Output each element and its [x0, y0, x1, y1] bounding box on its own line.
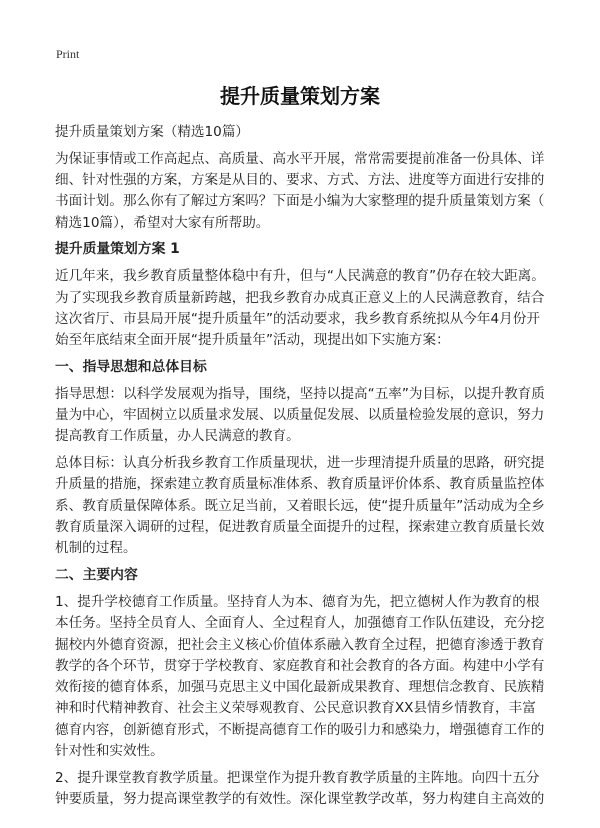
- text-line: 细、针对性强的方案，方案是从目的、要求、方式、方法、进度等方面进行安排的: [55, 172, 545, 189]
- text-line: 德育内容，创新德育形式，不断提高德育工作的吸引力和感染力，增强德育工作的: [55, 721, 545, 738]
- text-line: 指导思想：以科学发展观为指导，围绕，坚持以提高“五率”为目标，以提升教育质: [55, 385, 545, 402]
- text-line: 机制的过程。: [55, 540, 137, 557]
- page-title: 提升质量策划方案: [220, 84, 380, 108]
- print-link[interactable]: Print: [56, 47, 80, 61]
- text-line: 神和时代精神教育、社会主义荣辱观教育、公民意识教育XX县情乡情教育，丰富: [55, 700, 536, 717]
- text-line: 掘校内外德育资源，把社会主义核心价值体系融入教育全过程，把德育渗透于教育: [55, 636, 545, 653]
- text-line: 近几年来，我乡教育质量整体稳中有升，但与“人民满意的教育”仍存在较大距离。: [55, 268, 545, 285]
- text-line: 提高教育工作质量，办人民满意的教育。: [55, 428, 300, 445]
- paragraph: [55, 592, 555, 762]
- text-line: 2、提升课堂教育教学质量。把课堂作为提升教育教学质量的主阵地。向四十五分: [55, 769, 540, 786]
- paragraph: [55, 453, 555, 559]
- text-line: 总体目标：认真分析我乡教育工作质量现状，进一步理清提升质量的思路，研究提: [55, 455, 545, 472]
- text-line: 精选10篇），希望对大家有所帮助。: [55, 214, 270, 231]
- section-heading: [55, 565, 555, 586]
- section-heading: [55, 357, 555, 378]
- paragraph: [55, 266, 555, 351]
- text-line: 一、指导思想和总体目标: [55, 358, 207, 375]
- document-body: [55, 122, 555, 816]
- text-line: 钟要质量，努力提高课堂教学的有效性。深化课堂教学改革，努力构建自主高效的: [55, 791, 545, 808]
- text-line: 教学的各个环节，贯穿于学校教育、家庭教育和社会教育的各方面。构建中小学有: [55, 657, 545, 674]
- section-heading: [55, 239, 555, 260]
- paragraph: [55, 384, 555, 448]
- text-line: 二、主要内容: [55, 567, 138, 584]
- text-line: 这次省厅、市县局开展“提升质量年”的活动要求，我乡教育系统拟从今年4月份开: [55, 310, 540, 327]
- text-line: 教育质量深入调研的过程，促进教育质量全面提升的过程，探索建立教育质量长效: [55, 519, 545, 536]
- text-line: 系、教育质量保障体系。既立足当前，又着眼长远，使“提升质量年”活动成为全乡: [55, 497, 545, 514]
- text-line: 提升质量策划方案（精选10篇）: [55, 124, 250, 140]
- text-line: 书面计划。那么你有了解过方案吗？下面是小编为大家整理的提升质量策划方案（: [55, 193, 545, 210]
- text-line: 1、提升学校德育工作质量。坚持育人为本、德育为先，把立德树人作为教育的根: [55, 593, 540, 610]
- text-line: 针对性和实效性。: [55, 743, 164, 760]
- text-line: 量为中心，牢固树立以质量求发展、以质量促发展、以质量检验发展的意识，努力: [55, 407, 545, 424]
- paragraph: [55, 122, 555, 143]
- paragraph: [55, 149, 555, 234]
- text-line: 始至年底结束全面开展“提升质量年”活动，现提出如下实施方案：: [55, 332, 450, 349]
- text-line: 升质量的措施，探索建立教育质量标准体系、教育质量评价体系、教育质量监控体: [55, 476, 545, 493]
- text-line: 为了实现我乡教育质量新跨越，把我乡教育办成真正意义上的人民满意教育，结合: [55, 289, 545, 306]
- text-line: 效衔接的德育体系，加强马克思主义中国化最新成果教育、理想信念教育、民族精: [55, 679, 545, 696]
- paragraph: [55, 768, 555, 811]
- text-line: 本任务。坚持全员育人、全面育人、全过程育人，加强德育工作队伍建设，充分挖: [55, 615, 545, 632]
- text-line: 为保证事情或工作高起点、高质量、高水平开展，常常需要提前准备一份具体、详: [55, 150, 545, 167]
- text-line: 提升质量策划方案 1: [55, 241, 180, 258]
